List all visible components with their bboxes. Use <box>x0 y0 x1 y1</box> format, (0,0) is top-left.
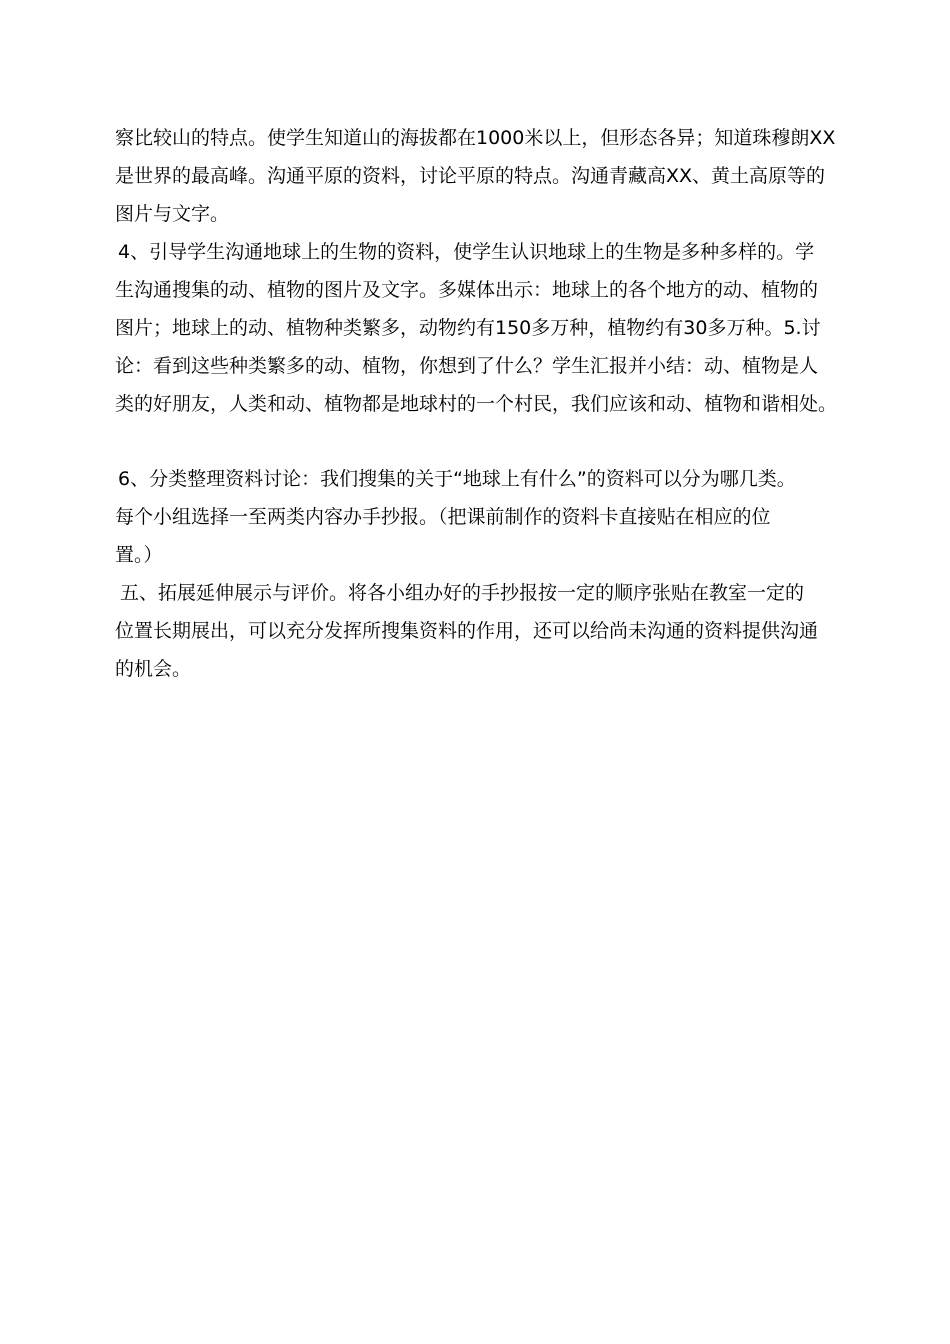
paragraph-line: 位置长期展出，可以充分发挥所搜集资料的作用，还可以给尚未沟通的资料提供沟通 <box>115 620 819 642</box>
paragraph-line: 是世界的最高峰。沟通平原的资料，讨论平原的特点。沟通青藏高XX、黄土高原等的 <box>115 165 826 187</box>
paragraph-line: 生沟通搜集的动、植物的图片及文字。多媒体出示：地球上的各个地方的动、植物的 <box>115 279 819 301</box>
paragraph-line: 图片；地球上的动、植物种类繁多，动物约有150多万种，植物约有30多万种。5.讨 <box>115 317 821 339</box>
paragraph-line: 类的好朋友，人类和动、植物都是地球村的一个村民，我们应该和动、植物和谐相处。 <box>115 393 838 415</box>
paragraph-line: 五、拓展延伸展示与评价。将各小组办好的手抄报按一定的顺序张贴在教室一定的 <box>120 582 805 604</box>
paragraph-line: 每个小组选择一至两类内容办手抄报。（把课前制作的资料卡直接贴在相应的位 <box>115 506 771 528</box>
paragraph-line: 6、分类整理资料讨论：我们搜集的关于“地球上有什么”的资料可以分为哪几类。 <box>118 468 796 490</box>
paragraph-line: 论：看到这些种类繁多的动、植物，你想到了什么？学生汇报并小结：动、植物是人 <box>115 355 819 377</box>
paragraph-line: 察比较山的特点。使学生知道山的海拔都在1000米以上，但形态各异；知道珠穆朗XX <box>115 127 836 149</box>
paragraph-line: 图片与文字。 <box>115 203 230 225</box>
paragraph-line: 4、引导学生沟通地球上的生物的资料，使学生认识地球上的生物是多种多样的。学 <box>118 241 815 263</box>
paragraph-line: 置。） <box>115 544 163 566</box>
paragraph-line: 的机会。 <box>115 658 192 680</box>
